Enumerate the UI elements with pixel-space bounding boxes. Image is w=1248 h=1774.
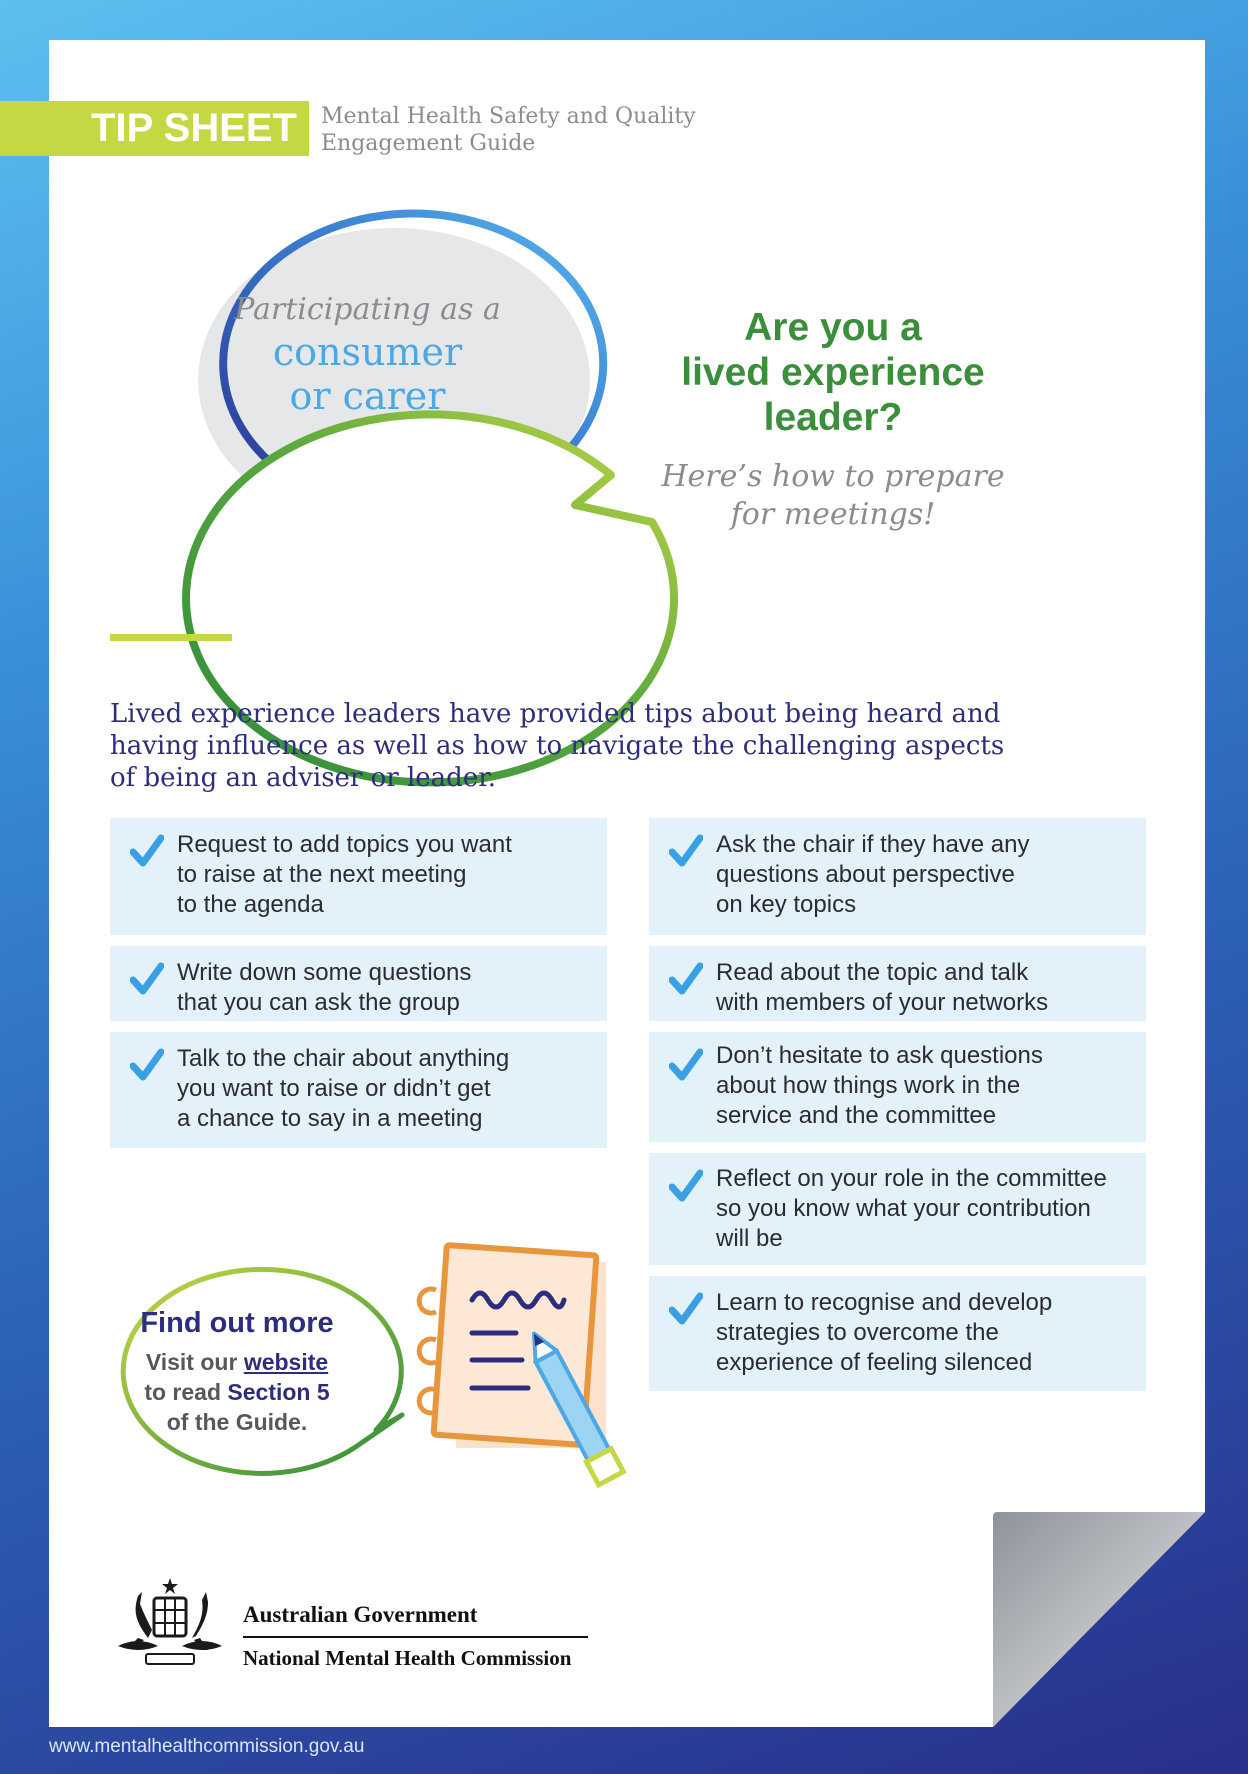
find-out-more — [107, 1305, 367, 1437]
check-icon — [669, 1292, 703, 1326]
visit-text: Visit our — [145, 1349, 238, 1375]
check-icon — [669, 1169, 703, 1203]
coat-of-arms-logo — [108, 1574, 232, 1672]
tip-line: questions about perspective — [716, 861, 1015, 888]
tip-line: to raise at the next meeting — [177, 861, 467, 888]
consumer-carer-bubble-text — [215, 290, 520, 418]
tip-line: Ask the chair if they have any — [716, 831, 1030, 858]
tip-line: Don’t hesitate to ask questions — [716, 1042, 1043, 1069]
tip-line: about how things work in the — [716, 1072, 1021, 1099]
tip-line: to the agenda — [177, 891, 324, 918]
tip-card — [649, 946, 1146, 1021]
website-link[interactable]: website — [243, 1349, 329, 1375]
tip-line: experience of feeling silenced — [716, 1349, 1033, 1376]
tip-sheet-tag: TIP SHEET — [0, 101, 309, 156]
tip-line: will be — [716, 1225, 783, 1252]
bubble-right-line3: leader? — [763, 396, 903, 439]
bubble-left-line2: consumer — [272, 330, 463, 374]
tip-line: service and the committee — [716, 1102, 997, 1129]
tip-line: strategies to overcome the — [716, 1319, 999, 1346]
bubble-left-line3: or carer — [289, 374, 446, 418]
intro-line2: having influence as well as how to navigate the challenging aspects — [110, 731, 1005, 761]
tip-line: you want to raise or didn’t get — [177, 1075, 491, 1102]
tip-line: Write down some questions — [177, 959, 472, 986]
commission-name: National Mental Health Commission — [243, 1646, 572, 1670]
tip-card — [649, 818, 1146, 935]
leader-bubble-text — [640, 305, 1026, 534]
check-icon — [130, 834, 164, 868]
find-out-more-line1 — [107, 1347, 367, 1377]
check-icon — [130, 962, 164, 996]
tip-line: a chance to say in a meeting — [177, 1105, 483, 1132]
accent-rule — [110, 634, 232, 641]
bubble-right-sub1: Here’s how to prepare — [661, 459, 1005, 494]
tip-card — [110, 946, 607, 1021]
guide-title-line2: Engagement Guide — [321, 131, 536, 156]
bubble-left-line1: Participating as a — [234, 292, 501, 327]
guide-title-line1: Mental Health Safety and Quality — [321, 104, 696, 129]
bubble-right-line1: Are you a — [744, 306, 922, 349]
tip-line: Read about the topic and talk — [716, 959, 1029, 986]
check-icon — [669, 1048, 703, 1082]
find-out-more-heading: Find out more — [140, 1307, 334, 1339]
bubble-right-line2: lived experience — [681, 351, 985, 394]
find-out-more-line3: of the Guide. — [166, 1409, 308, 1435]
tip-line: Learn to recognise and develop — [716, 1289, 1053, 1316]
intro-paragraph — [110, 698, 1010, 794]
find-out-more-line2 — [107, 1377, 367, 1407]
government-branding — [243, 1600, 588, 1672]
tip-line: on key topics — [716, 891, 857, 918]
tip-card — [110, 1032, 607, 1148]
tip-line: with members of your networks — [716, 989, 1049, 1016]
tip-line: Talk to the chair about anything — [177, 1045, 510, 1072]
tip-line: Reflect on your role in the committee — [716, 1165, 1107, 1192]
check-icon — [130, 1048, 164, 1082]
tip-card — [649, 1032, 1146, 1142]
check-icon — [669, 962, 703, 996]
check-icon — [669, 834, 703, 868]
intro-line3: of being an adviser or leader. — [110, 763, 497, 793]
bubble-right-sub2: for meetings! — [730, 497, 936, 532]
tip-line: that you can ask the group — [177, 989, 460, 1016]
section-reference: Section 5 — [227, 1379, 330, 1405]
tip-line: Request to add topics you want — [177, 831, 512, 858]
tip-card — [649, 1276, 1146, 1391]
tip-line: so you know what your contribution — [716, 1195, 1091, 1222]
bubble-right-subtitle — [640, 458, 1026, 534]
tip-card — [110, 818, 607, 935]
notepad-pencil-illustration — [419, 1245, 623, 1485]
tip-card — [649, 1153, 1146, 1265]
to-read-text: to read — [144, 1379, 222, 1405]
intro-line1: Lived experience leaders have provided tips about being heard and — [110, 699, 1001, 729]
footer-url[interactable]: www.mentalhealthcommission.gov.au — [49, 1736, 365, 1757]
government-name: Australian Government — [243, 1600, 588, 1638]
